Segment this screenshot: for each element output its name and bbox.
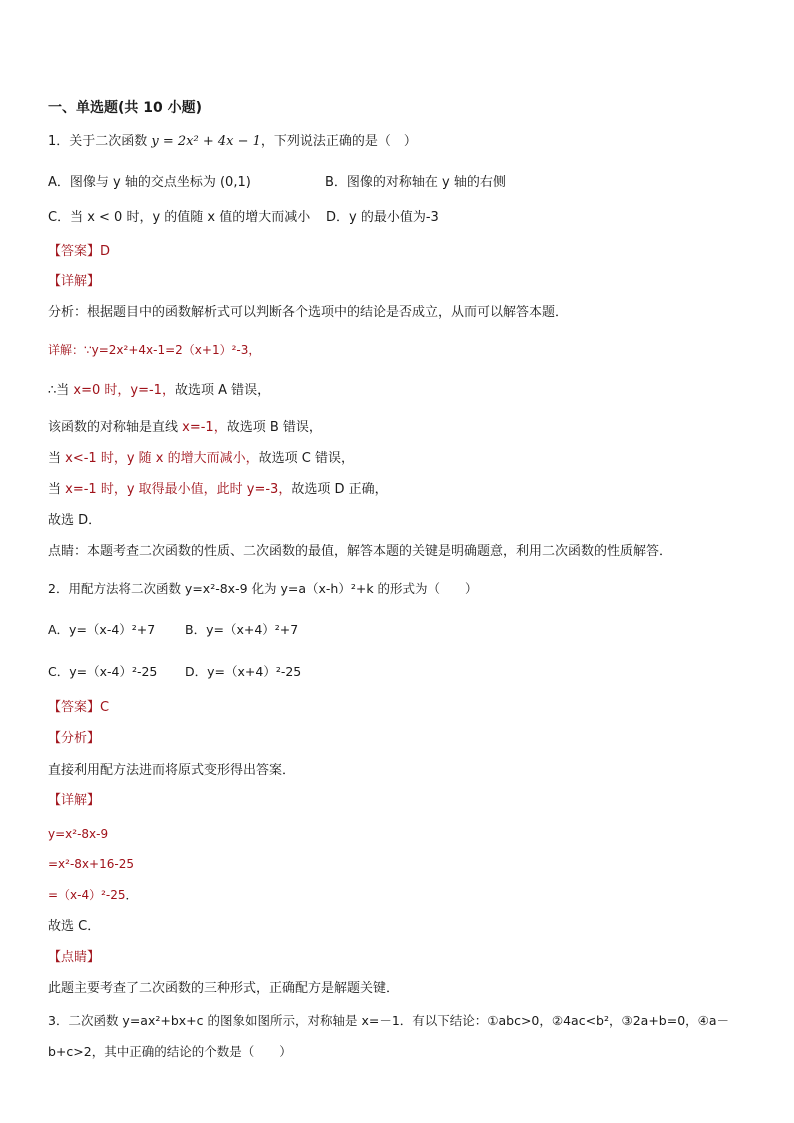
question-1-stem xyxy=(48,133,417,151)
q2-detail-label: 【详解】 xyxy=(48,793,101,808)
q1-analysis: 分析：根据题目中的函数解析式可以判断各个选项中的结论是否成立，从而可以解答本题． xyxy=(48,305,569,320)
q1-detail-2-pre: ∴当 xyxy=(48,383,74,398)
q2-step-3 xyxy=(48,886,138,904)
q2-option-d: D．y=（x+4）²-25 xyxy=(185,664,302,679)
question-3-line-1: 3．二次函数 y=ax²+bx+c 的图象如图所示，对称轴是 x=－1．有以下结论：①abc>0，②4ac<b²，③2a+b=0，④a－ xyxy=(48,1013,730,1028)
q2-answer-label: 【答案】 xyxy=(48,700,101,715)
q1-formula: y = 2x² + 4x − 1 xyxy=(151,134,261,149)
q2-comment: 此题主要考查了二次函数的三种形式，正确配方是解题关键． xyxy=(48,981,400,996)
q1-detail-4 xyxy=(48,450,354,468)
q2-option-c: C．y=（x-4）²-25 xyxy=(48,664,158,679)
q1-suffix: ，下列说法正确的是（ ） xyxy=(260,134,417,149)
q1-detail-5-post: 故选项 D 正确， xyxy=(291,482,388,497)
q1-detail-3-red: x=-1， xyxy=(182,420,227,435)
q1-detail-2-red: x=0 时，y=-1， xyxy=(73,383,175,398)
q1-detail-1: 详解：∵y=2x²+4x-1=2（x+1）²-3， xyxy=(48,343,261,357)
q2-answer-value: C xyxy=(100,700,110,715)
q1-detail-5-pre: 当 xyxy=(48,482,66,497)
q2-option-a: A．y=（x-4）²+7 xyxy=(48,622,156,637)
q2-comment-label: 【点睛】 xyxy=(48,950,101,965)
q2-step-2: =x²-8x+16-25 xyxy=(48,857,134,871)
q1-detail-label: 【详解】 xyxy=(48,274,101,289)
q1-comment: 点睛：本题考查二次函数的性质、二次函数的最值，解答本题的关键是明确题意，利用二次函数的性质解答． xyxy=(48,544,673,559)
q1-detail-3 xyxy=(48,419,322,437)
q1-option-c: C．当 x < 0 时，y 的值随 x 值的增大而减小 xyxy=(48,210,311,225)
q1-detail-5 xyxy=(48,481,388,499)
q1-detail-2 xyxy=(48,382,270,400)
q1-detail-2-post: 故选项 A 错误， xyxy=(174,383,271,398)
q2-analysis-label: 【分析】 xyxy=(48,731,101,746)
q1-option-d: D．y 的最小值为-3 xyxy=(326,210,439,225)
q2-conclusion: 故选 C． xyxy=(48,919,101,934)
q1-detail-4-red: x<-1 时，y 随 x 的增大而减小， xyxy=(65,451,259,466)
question-3-line-2: b+c>2，其中正确的结论的个数是（ ） xyxy=(48,1044,292,1059)
q1-prefix: 1．关于二次函数 xyxy=(48,134,152,149)
q1-detail-4-post: 故选项 C 错误， xyxy=(258,451,354,466)
question-2-stem: 2．用配方法将二次函数 y=x²-8x-9 化为 y=a（x-h）²+k 的形式为（ ） xyxy=(48,581,478,596)
q2-option-b: B．y=（x+4）²+7 xyxy=(185,622,299,637)
section-title: 一、单选题(共 10 小题) xyxy=(48,100,203,116)
q2-analysis: 直接利用配方法进而将原式变形得出答案． xyxy=(48,763,296,778)
q1-detail-4-pre: 当 xyxy=(48,451,66,466)
q2-step-3-end: ． xyxy=(125,888,138,902)
q2-step-3-red: =（x-4）²-25 xyxy=(48,888,126,902)
q1-detail-5-red: x=-1 时，y 取得最小值，此时 y=-3， xyxy=(65,482,292,497)
q1-detail-3-post: 故选项 B 错误， xyxy=(226,420,322,435)
q1-answer-label: 【答案】 xyxy=(48,244,101,259)
q1-answer xyxy=(48,243,110,261)
q1-conclusion: 故选 D． xyxy=(48,513,102,528)
q1-option-a: A．图像与 y 轴的交点坐标为 (0,1) xyxy=(48,175,251,190)
q1-detail-3-pre: 该函数的对称轴是直线 xyxy=(48,420,183,435)
q2-answer xyxy=(48,699,109,717)
q1-answer-value: D xyxy=(100,244,111,259)
q2-step-1: y=x²-8x-9 xyxy=(48,827,109,841)
q1-option-b: B．图像的对称轴在 y 轴的右侧 xyxy=(325,175,506,190)
